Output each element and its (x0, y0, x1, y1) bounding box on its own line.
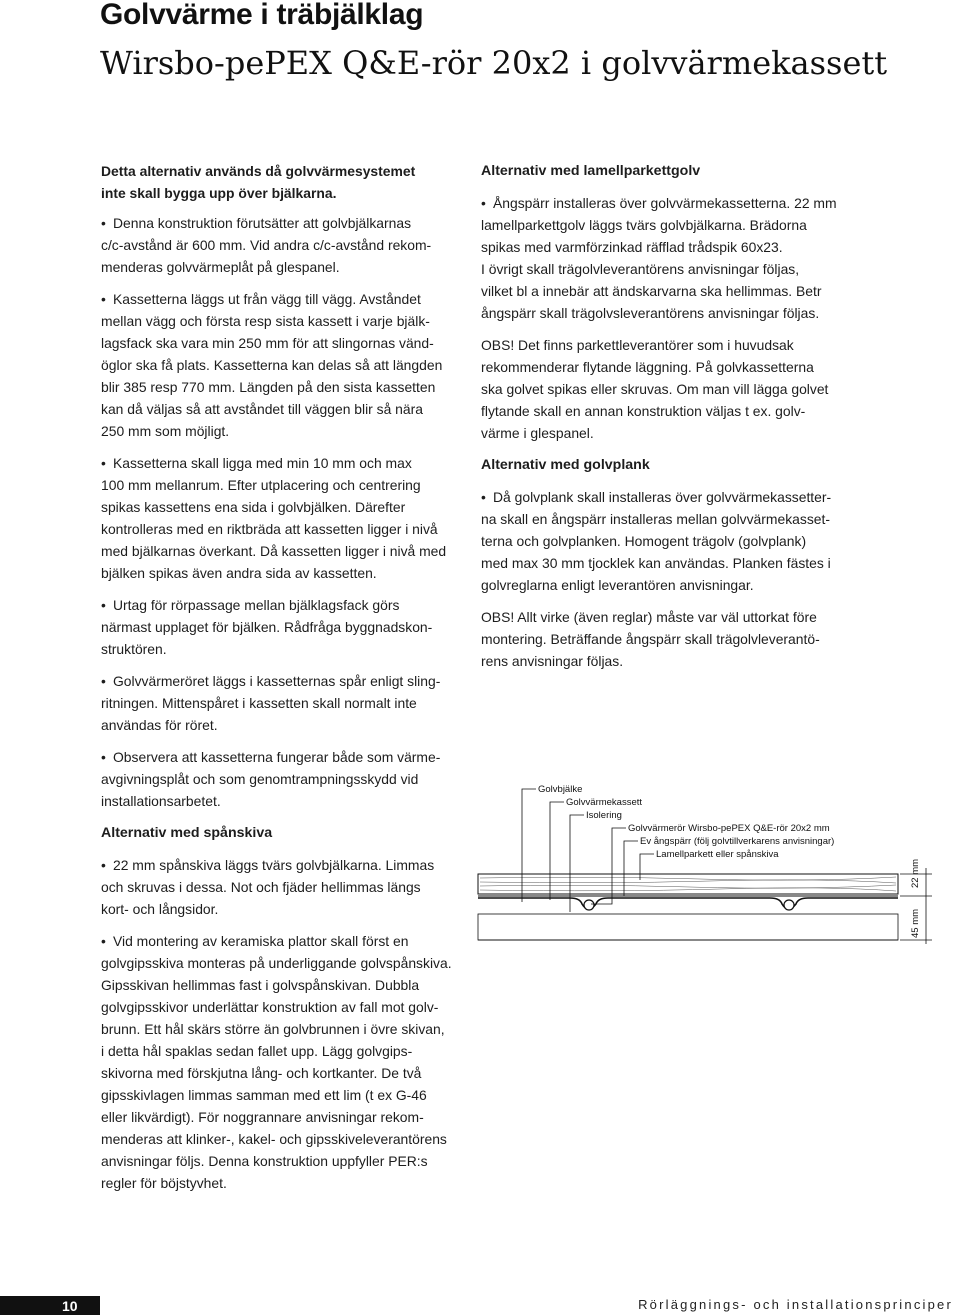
text-line: bjälken spikas även andra sida av kassetten. (101, 565, 377, 581)
text-line: • Golvvärmeröret läggs i kassetternas spår enligt sling- (101, 670, 461, 692)
bullet-icon: • (101, 455, 106, 471)
bullet-ceramic-tiles (101, 930, 461, 1194)
text-line: värme i glespanel. (481, 425, 594, 441)
text-line: inte skall bygga upp över bjälkarna. (101, 185, 337, 201)
text-line: Detta alternativ används då golvvärmesystemet (101, 163, 416, 179)
page-number-bar (0, 1296, 100, 1315)
text-line: golvreglarna enligt leverantören anvisningar. (481, 577, 754, 593)
label-vapor-barrier: Ev ångspärr (följ golvtillverkarens anvisningar) (640, 836, 835, 847)
text-line: användas för röret. (101, 717, 218, 733)
label-golvvarmekassett: Golvvärmekassett (566, 797, 643, 808)
label-isolering: Isolering (586, 810, 622, 821)
text-line: eller likvärdigt). För noggrannare anvisningar rekom- (101, 1109, 424, 1125)
text-line: avgivningsplåt och som genomtrampningsskydd vid (101, 771, 419, 787)
text-line: menderas golvvärmeplåt på glespanel. (101, 259, 340, 275)
text-line: • Kassetterna skall ligga med min 10 mm och max (101, 452, 461, 474)
text-line: • 22 mm spånskiva läggs tvärs golvbjälkarna. Limmas (101, 854, 461, 876)
text-line: I övrigt skall trägolvleverantörens anvisningar följas, (481, 261, 800, 277)
bullet-spacing (101, 452, 461, 584)
bullet-icon: • (101, 933, 106, 949)
bullet-icon: • (101, 291, 106, 307)
page-subtitle: Wirsbo-pePEX Q&E-rör 20x2 i golvvärmekassett (100, 44, 888, 82)
heading-spanskiva: Alternativ med spånskiva (101, 825, 273, 841)
text-line: gipsskivlagen limmas samman med ett lim (t ex G-46 (101, 1087, 427, 1103)
cassette-profile (478, 898, 898, 909)
text-line: vilket bl a innebär att ändskarvarna ska hellimmas. Betr (481, 283, 822, 299)
pipe-left (584, 900, 594, 910)
text-line: spikas med varmförzinkad räfflad trådspik 60x23. (481, 239, 783, 255)
text-line: ångspärr skall trägolvsleverantörens anvisningar följas. (481, 305, 820, 321)
bullet-icon: • (101, 215, 106, 231)
bullet-placement (101, 288, 461, 442)
bullet-icon: • (101, 597, 106, 613)
text-line: lamellparkettgolv läggs tvärs golvbjälkarna. Brädorna (481, 217, 807, 233)
text-line: • Kassetterna läggs ut från vägg till vägg. Avståndet (101, 288, 461, 310)
bullet-icon: • (101, 857, 106, 873)
floor-section-diagram (470, 772, 940, 952)
label-pipe: Golvvärmerör Wirsbo-pePEX Q&E-rör 20x2 mm (628, 823, 830, 834)
text-line: menderas att klinker-, kakel- och gipsskiveleverantörens (101, 1131, 447, 1147)
left-column (101, 160, 461, 1204)
obs-floating (481, 334, 846, 444)
text-line: • Urtag för rörpassage mellan bjälklagsfack görs (101, 594, 461, 616)
text-line: • Ångspärr installeras över golvvärmekassetterna. 22 mm (481, 192, 846, 214)
parquet-layer (478, 874, 898, 894)
text-line: Gipsskivan hellimmas fast i golvspånskivan. Dubbla (101, 977, 420, 993)
dim-45mm: 45 mm (910, 908, 921, 938)
page-title: Golvvärme i träbjälklag (100, 0, 424, 31)
text-line: golvgipsskiva monteras på underliggande golvspånskiva. (101, 955, 452, 971)
bullet-icon: • (481, 195, 486, 211)
text-line: 100 mm mellanrum. Efter utplacering och centrering (101, 477, 421, 493)
section-svg (470, 772, 940, 952)
text-line: blir 385 resp 770 mm. Längden på den sista kassetten (101, 379, 436, 395)
text-line: terna och golvplanken. Homogent trägolv (golvplank) (481, 533, 807, 549)
text-line: och skruvas i dessa. Not och fjäder hellimmas längs (101, 879, 421, 895)
text-line: spikas kassettens ena sida i golvbjälken. Därefter (101, 499, 406, 515)
text-line: montering. Beträffande ångspärr skall trägolvleverantö- (481, 631, 820, 647)
text-line: struktören. (101, 641, 167, 657)
text-line: • Denna konstruktion förutsätter att golvbjälkarnas (101, 212, 461, 234)
text-line: lagsfack ska vara min 250 mm för att slingornas vänd- (101, 335, 434, 351)
text-line: golvgipsskivor underlättar konstruktion av fall mot golv- (101, 999, 439, 1015)
intro-paragraph (101, 160, 461, 204)
text-line: • Observera att kassetterna fungerar både som värme- (101, 746, 461, 768)
text-line: rekommenderar flytande läggning. På golvkassetterna (481, 359, 814, 375)
text-line: öglor ska få plats. Kassetterna kan delas så att längden (101, 357, 443, 373)
text-line: OBS! Det finns parkettleverantörer som i huvudsak (481, 337, 794, 353)
heading-golvplank: Alternativ med golvplank (481, 457, 650, 473)
text-line: skivorna med förskjutna lång- och kortkanter. De två (101, 1065, 422, 1081)
bullet-spanskiva (101, 854, 461, 920)
bullet-golvplank (481, 486, 846, 596)
text-line: med max 30 mm tjocklek kan användas. Planken fästes i (481, 555, 831, 571)
text-line: närmast upplaget för bjälken. Rådfråga byggnadskon- (101, 619, 433, 635)
bullet-cassette-function (101, 746, 461, 812)
text-line: kort- och långsidor. (101, 901, 219, 917)
bullet-icon: • (101, 673, 106, 689)
bullet-vapor-barrier (481, 192, 846, 324)
right-column (481, 160, 846, 682)
dim-22mm: 22 mm (910, 858, 921, 888)
insulation-layer (478, 914, 898, 940)
heading-lamellparkett: Alternativ med lamellparkettgolv (481, 163, 701, 179)
text-line: kan då väljas så att avståndet till väggen blir så nära (101, 401, 423, 417)
text-line: regler för böjstyvhet. (101, 1175, 227, 1191)
label-lamellparkett: Lamellparkett eller spånskiva (656, 849, 779, 860)
text-line: c/c-avstånd är 600 mm. Vid andra c/c-avstånd rekom- (101, 237, 432, 253)
text-line: • Vid montering av keramiska plattor skall först en (101, 930, 461, 952)
text-line: flytande skall en annan konstruktion väljas t ex. golv- (481, 403, 806, 419)
pipe-right (784, 900, 794, 910)
text-line: mellan vägg och första resp sista kassett i varje bjälk- (101, 313, 430, 329)
obs-timber (481, 606, 846, 672)
text-line: OBS! Allt virke (även reglar) måste var väl uttorkat före (481, 609, 817, 625)
text-line: kontrolleras med en riktbräda att kassetten ligger i nivå (101, 521, 438, 537)
bullet-cc-distance (101, 212, 461, 278)
bullet-icon: • (481, 489, 486, 505)
text-line: • Då golvplank skall installeras över golvvärmekassetter- (481, 486, 846, 508)
text-line: anvisningar följs. Denna konstruktion uppfyller PER:s (101, 1153, 428, 1169)
text-line: na skall en ångspärr installeras mellan golvvärmekasset- (481, 511, 830, 527)
text-line: ritningen. Mittenspåret i kassetten skall normalt inte (101, 695, 417, 711)
text-line: installationsarbetet. (101, 793, 221, 809)
text-line: rens anvisningar följas. (481, 653, 624, 669)
text-line: ska golvet spikas eller skruvas. Om man vill lägga golvet (481, 381, 829, 397)
page-number: 10 (62, 1298, 78, 1314)
bullet-pipe-passage (101, 594, 461, 660)
footer-section-title: Rörläggnings- och installationsprinciper (638, 1297, 953, 1312)
text-line: med bjälkarnas överkant. Då kassetten ligger i nivå med (101, 543, 447, 559)
bullet-pipe-laying (101, 670, 461, 736)
bullet-icon: • (101, 749, 106, 765)
text-line: i detta hål spaklas sedan fallet upp. Lägg golvgips- (101, 1043, 413, 1059)
text-line: 250 mm som möjligt. (101, 423, 230, 439)
text-line: brunn. Ett hål skärs större än golvbrunnen i övre skivan, (101, 1021, 445, 1037)
label-golvbjalke: Golvbjälke (538, 784, 583, 795)
